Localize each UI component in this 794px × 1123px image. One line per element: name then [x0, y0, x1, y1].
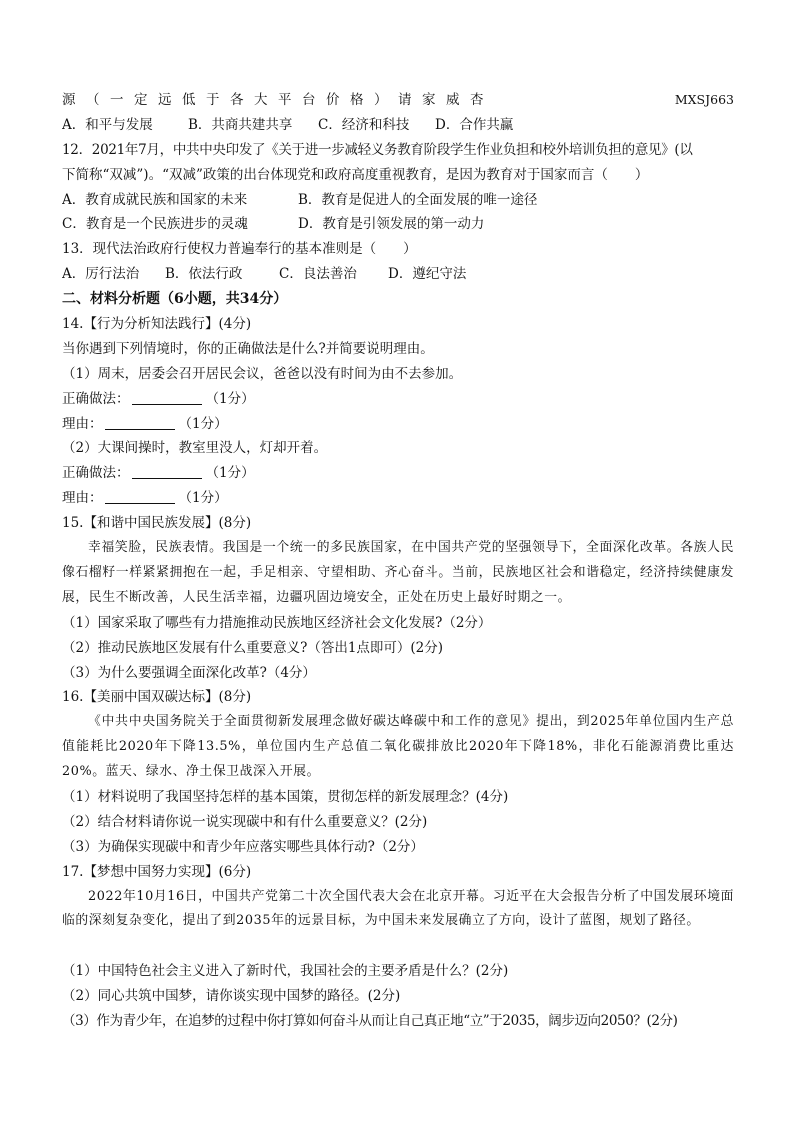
q12-stem-line2: 下简称“双减”)。“双减”政策的出台体现党和政府高度重视教育，是因为教育对于国家而言（ ）	[62, 166, 649, 183]
q14-case1-reason-row	[62, 412, 734, 437]
point-label: （1分）	[178, 415, 228, 432]
q13-option-b: B．依法行政	[165, 266, 243, 283]
answer-blank[interactable]	[132, 388, 202, 405]
ad-code: MXSJ663	[674, 92, 734, 107]
q12-stem-line1: 12．2021年7月，中共中央印发了《关于进一步减轻义务教育阶段学生作业负担和校外培训负担的意见》(以	[62, 141, 693, 158]
answer-label: 正确做法：	[62, 390, 130, 407]
q16-title: 16.【美丽中国双碳达标】(8分)	[62, 689, 252, 706]
q15-sub2: （2）推动民族地区发展有什么重要意义?（答出1点即可）(2分)	[62, 639, 444, 656]
q15-material: 幸福笑脸，民族表情。我国是一个统一的多民族国家，在中国共产党的坚强领导下，全面深化改革。各族人民像石榴籽一样紧紧拥抱在一起，手足相亲、守望相助、齐心奋斗。当前，民族地区社会和谐稳定，经济持续健康发展，民生不断改善，人民生活幸福，边疆巩固边境安全，正处在历史上最好时期之一。	[62, 540, 734, 605]
q17-sub1: （1）中国特色社会主义进入了新时代，我国社会的主要矛盾是什么？(2分)	[62, 963, 509, 980]
q11-option-d: D．合作共赢	[435, 116, 514, 133]
ad-header-line	[62, 88, 734, 113]
q13-option-d: D．遵纪守法	[388, 266, 467, 283]
q12-option-d: D．教育是引领发展的第一动力	[298, 216, 485, 233]
q14-intro: 当你遇到下列情境时，你的正确做法是什么?并简要说明理由。	[62, 340, 434, 357]
point-label: （1分）	[205, 390, 255, 407]
q13-stem: 13．现代法治政府行使权力普遍奉行的基本准则是（ ）	[62, 241, 417, 258]
q12-options-row1	[62, 188, 734, 213]
q14-case1: （1）周末，居委会召开居民会议，爸爸以没有时间为由不去参加。	[62, 365, 463, 382]
q12-option-c: C．教育是一个民族进步的灵魂	[62, 216, 248, 233]
q14-title: 14.【行为分析知法践行】(4分)	[62, 316, 252, 333]
q11-option-a: A．和平与发展	[62, 116, 153, 133]
q16-sub2: （2）结合材料请你说一说实现碳中和有什么重要意义？(2分)	[62, 813, 428, 830]
reason-label: 理由：	[62, 490, 103, 507]
reason-blank[interactable]	[105, 487, 175, 504]
q16-sub1: （1）材料说明了我国坚持怎样的基本国策，贯彻怎样的新发展理念？(4分)	[62, 788, 509, 805]
q17-material: 2022年10月16日，中国共产党第二十次全国代表大会在北京开幕。习近平在大会报告分析了中国发展环境面临的深刻复杂变化，提出了到2035年的远景目标，为中国未来发展确立了方向，设计了蓝图，规划了路径。	[62, 888, 734, 929]
answer-blank[interactable]	[132, 462, 202, 479]
q13-option-c: C．良法善治	[279, 266, 357, 283]
q16-material: 《中共中央国务院关于全面贯彻新发展理念做好碳达峰碳中和工作的意见》提出，到2025年单位国内生产总值能耗比2020年下降13.5%，单位国内生产总值二氧化碳排放比2020年下降18%，非化石能源消费比重达20%。蓝天、绿水、净土保卫战深入开展。	[62, 714, 734, 780]
q12-option-a: A．教育成就民族和国家的未来	[62, 191, 248, 208]
q13-option-a: A．厉行法治	[62, 266, 140, 283]
q14-case2: （2）大课间操时，教室里没人，灯却开着。	[62, 440, 328, 457]
q11-option-b: B．共商共建共享	[188, 116, 293, 133]
answer-label: 正确做法：	[62, 465, 130, 482]
q14-case2-answer-row	[62, 461, 734, 486]
q17-sub3: （3）作为青少年，在追梦的过程中你打算如何奋斗从而让自己真正地“立”于2035，阔步迈向2050？(2分)	[62, 1013, 678, 1029]
reason-label: 理由：	[62, 415, 103, 432]
exam-page	[62, 88, 734, 1034]
q14-case2-reason-row	[62, 486, 734, 511]
point-label: （1分）	[205, 465, 255, 482]
q13-options	[62, 262, 734, 287]
point-label: （1分）	[178, 490, 228, 507]
reason-blank[interactable]	[105, 413, 175, 430]
q15-sub3: （3）为什么要强调全面深化改革?（4分）	[62, 664, 316, 681]
q11-options	[62, 113, 734, 138]
q15-title: 15.【和谐中国民族发展】(8分)	[62, 515, 252, 532]
q17-sub2: （2）同心共筑中国梦，请你谈实现中国梦的路径。(2分)	[62, 988, 401, 1005]
q12-options-row2	[62, 212, 734, 237]
q14-case1-answer-row	[62, 387, 734, 412]
q15-sub1: （1）国家采取了哪些有力措施推动民族地区经济社会文化发展?（2分）	[62, 614, 492, 631]
q12-option-b: B．教育是促进人的全面发展的唯一途径	[298, 191, 538, 208]
q17-title: 17.【梦想中国努力实现】(6分)	[62, 863, 252, 880]
q16-sub3: （3）为确保实现碳中和青少年应落实哪些具体行动?（2分）	[62, 838, 424, 855]
q11-option-c: C．经济和科技	[318, 116, 410, 133]
section2-title: 二、材料分析题（6小题，共34分）	[62, 291, 288, 308]
ad-text: 源（一定远低于各大平台价格）请家威杏	[62, 92, 494, 108]
